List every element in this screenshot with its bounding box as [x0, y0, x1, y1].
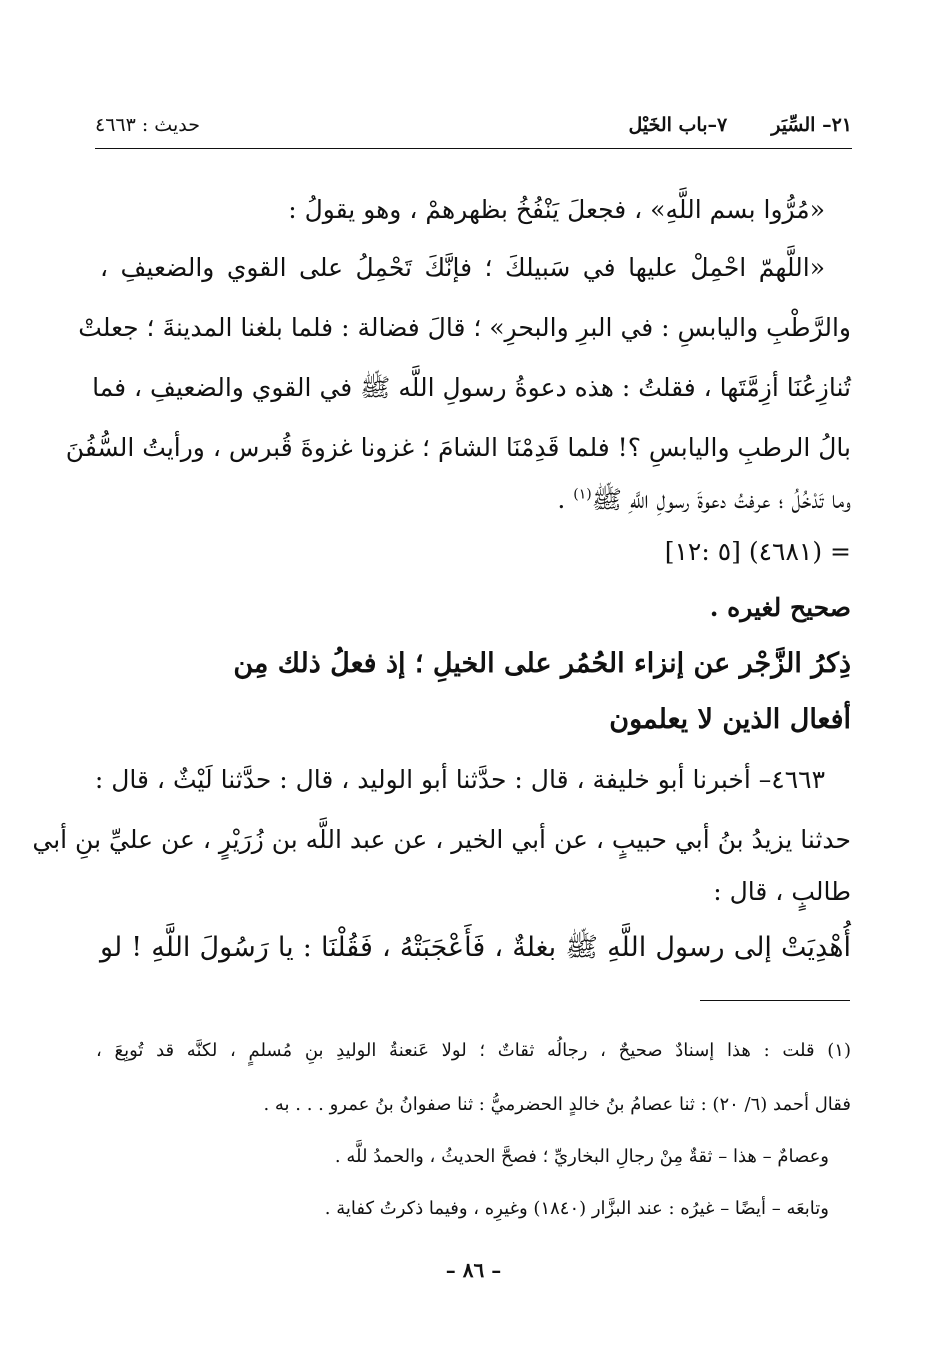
header-hadith-ref: حديث : ٤٦٦٣	[95, 114, 200, 136]
header-chapter: ٧–باب الخَيْل	[628, 114, 728, 136]
chapter-heading-line: أفعال الذين لا يعلمون	[609, 704, 851, 735]
footnote-marker: (١)	[573, 486, 592, 503]
chapter-heading-line: ذِكرُ الزَّجْر عن إنزاء الحُمُر على الخيلِ ؛ إذ فعلُ ذلك مِن	[233, 648, 851, 679]
footnote-divider	[700, 1000, 850, 1001]
footnote-line: وتابعَه – أيضًا – غيرُه : عند البزَّار (١٨٤٠) وغيرِه ، وفيما ذكرتُ كفاية .	[324, 1198, 829, 1219]
header-section-title	[628, 114, 852, 136]
text-line: والرَّطْبِ واليابسِ : في البرِ والبحرِ» ؛ قالَ فضالة : فلما بلغنا المدينةَ ؛ جعلتْ	[78, 313, 851, 342]
running-header	[95, 110, 852, 146]
text-line: بالُ الرطبِ واليابسِ ؟! فلما قَدِمْنَا الشامَ ؛ غزونا غزوةَ قُبرس ، ورأيتُ السُّفُنَ	[65, 433, 851, 462]
footnote-line: وعصامٌ – هذا – ثقةٌ مِنْ رجالِ البخاريِّ ؛ فصحَّ الحديثُ ، والحمدُ للَّه .	[334, 1146, 829, 1167]
text-line: «اللَّهمّ احْمِلْ عليها في سَبيلكَ ؛ فإنَّكَ تَحْمِلُ على القوي والضعيفِ ،	[100, 253, 825, 282]
main-text	[32, 190, 851, 963]
page-number: – ٨٦ –	[445, 1258, 502, 1282]
text-line: «مُرُّوا بسم اللَّهِ» ، فجعلَ يَنْفُخُ بظهرهمْ ، وهو يقولُ :	[288, 195, 825, 224]
footnote-line: (١) قلت : هذا إسنادٌ صحيحٌ ، رجالُه ثقاتٌ ؛ لولا عَنعنةُ الوليدِ بنِ مُسلمٍ ، لكنَّه قد تُوبِعَ ،	[96, 1040, 851, 1061]
footnote-line: فقال أحمد (٦/ ٢٠) : ثنا عصامُ بنُ خالدٍ الحضرميُّ : ثنا صفوانُ بنُ عمرو . . . به .	[263, 1094, 851, 1115]
text-line	[100, 480, 851, 520]
header-book-section: ٢١– السِّيَر	[771, 114, 852, 136]
hadith-matn-line: أُهْدِيَتْ إلى رسول اللَّهِ ﷺ بغلةٌ ، فَأَعْجَبَتْهُ ، فَقُلْنَا : يا رَسُولَ اللَّهِ ! لو	[100, 932, 851, 963]
cross-reference: = (٤٦٨١) [٥ :١٢]	[664, 537, 851, 566]
text-line-part: وما تَدْخُلُ ؛ عرفتُ دعوةَ رسولِ اللَّهِ ﷺ	[591, 485, 851, 514]
header-divider	[95, 148, 852, 149]
grading: صحيح لغيره .	[709, 593, 851, 622]
text-line: تُنازِعُنَا أزِمَّتَها ، فقلتُ : هذه دعوةُ رسولِ اللَّه ﷺ في القوي والضعيفِ ، فما	[92, 373, 851, 402]
text-line-end: .	[557, 485, 574, 514]
hadith-isnad-line: طالبٍ ، قال :	[713, 877, 851, 906]
hadith-isnad-line: حدثنا يزيدُ بنُ أبي حبيبٍ ، عن أبي الخير ، عن عبد اللَّه بن زُرَيْرٍ ، عن عليِّ بنِ أبي	[32, 825, 851, 854]
hadith-isnad-line: ٤٦٦٣– أخبرنا أبو خليفة ، قال : حدَّثنا أبو الوليد ، قال : حدَّثنا لَيْثٌ ، قال :	[94, 765, 825, 794]
